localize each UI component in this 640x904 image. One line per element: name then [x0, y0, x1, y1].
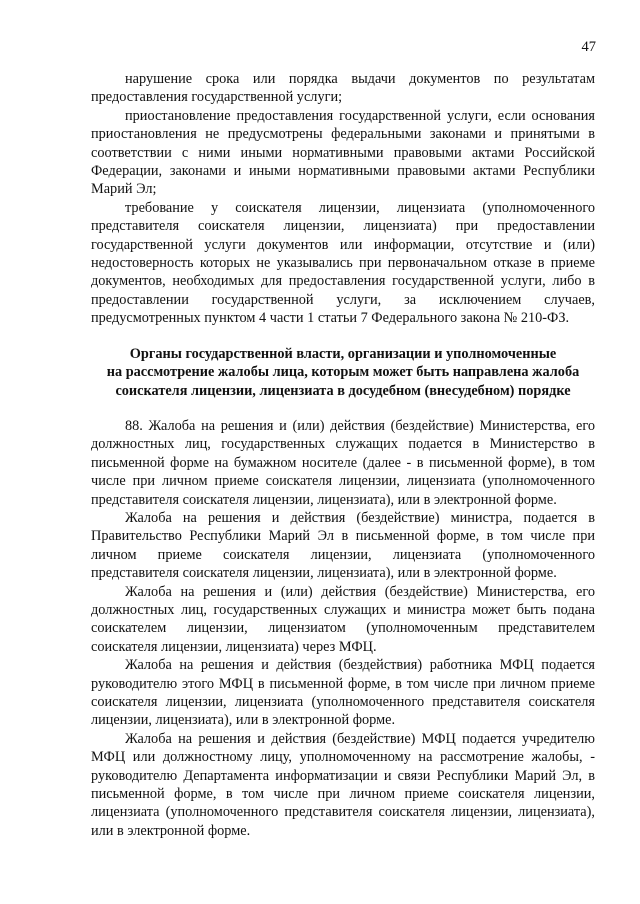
section-heading-line: соискателя лицензии, лицензиата в досудебном (внесудебном) порядке: [115, 382, 571, 399]
section-heading-line: на рассмотрение жалобы лица, которым может быть направлена жалоба: [106, 364, 580, 381]
paragraph-mfc-founder-complaint: Жалоба на решения и действия (бездействие) МФЦ подается учредителю МФЦ или должностному лицу, уполномоченному на рассмотрение жалобы, - руководителю Департамента информатизации и связи Республики Марий Эл, в письменной форме, в том числе при личном приеме соискателя лицензии, лицензиата (уполномоченного представителя соискателя лицензии, лицензиата), или в электронной форме.: [91, 730, 595, 839]
paragraph-mfc-submission: Жалоба на решения и (или) действия (бездействие) Министерства, его должностных лиц, государственных служащих и министра может быть подана соискателем лицензии, лицензиатом (уполномоченным представителем соискателя лицензии, лицензиата) через МФЦ.: [91, 583, 595, 655]
document-body: [91, 70, 595, 840]
section-heading-line: Органы государственной власти, организации и уполномоченные: [129, 345, 557, 362]
paragraph-violation-deadline: нарушение срока или порядка выдачи документов по результатам предоставления государственной услуги;: [91, 71, 595, 106]
paragraph-88-ministry-complaint: 88. Жалоба на решения и (или) действия (бездействие) Министерства, его должностных лиц, государственных служащих подается в Министерство в письменной форме на бумажном носителе (далее - в письменной форме), в том числе при личном приеме соискателя лицензии, лицензиата (уполномоченного представителя соискателя лицензии, лицензиата), или в электронной форме.: [91, 417, 595, 508]
paragraph-document-requirement: требование у соискателя лицензии, лицензиата (уполномоченного представителя соискателя лицензии, лицензиата) при предоставлении государственной услуги документов или информации, отсутствие и (или) недостоверность которых не указывались при первоначальном отказе в приеме документов, необходимых для предоставления государственной услуги, либо в предоставлении государственной услуги, за исключением случаев, предусмотренных пунктом 4 части 1 статьи 7 Федерального закона № 210-ФЗ.: [91, 199, 595, 327]
paragraph-mfc-worker-complaint: Жалоба на решения и действия (бездействия) работника МФЦ подается руководителю этого МФЦ в письменной форме, в том числе при личном приеме соискателя лицензии, лицензиата (уполномоченного представителя соискателя лицензии, лицензиата), или в электронной форме.: [91, 657, 595, 729]
paragraph-suspension: приостановление предоставления государственной услуги, если основания приостановления не предусмотрены федеральными законами и принятыми в соответствии с ними иными нормативными правовыми актами Российской Федерации, законами и иными нормативными правовыми актами Республики Марий Эл;: [91, 107, 595, 198]
page-number: 47: [581, 39, 596, 55]
section-heading: [91, 345, 595, 400]
paragraph-minister-complaint: Жалоба на решения и действия (бездействие) министра, подается в Правительство Республики Марий Эл в письменной форме, в том числе при личном приеме соискателя лицензии, лицензиата (уполномоченного представителя соискателя лицензии, лицензиата), или в электронной форме.: [91, 509, 595, 582]
